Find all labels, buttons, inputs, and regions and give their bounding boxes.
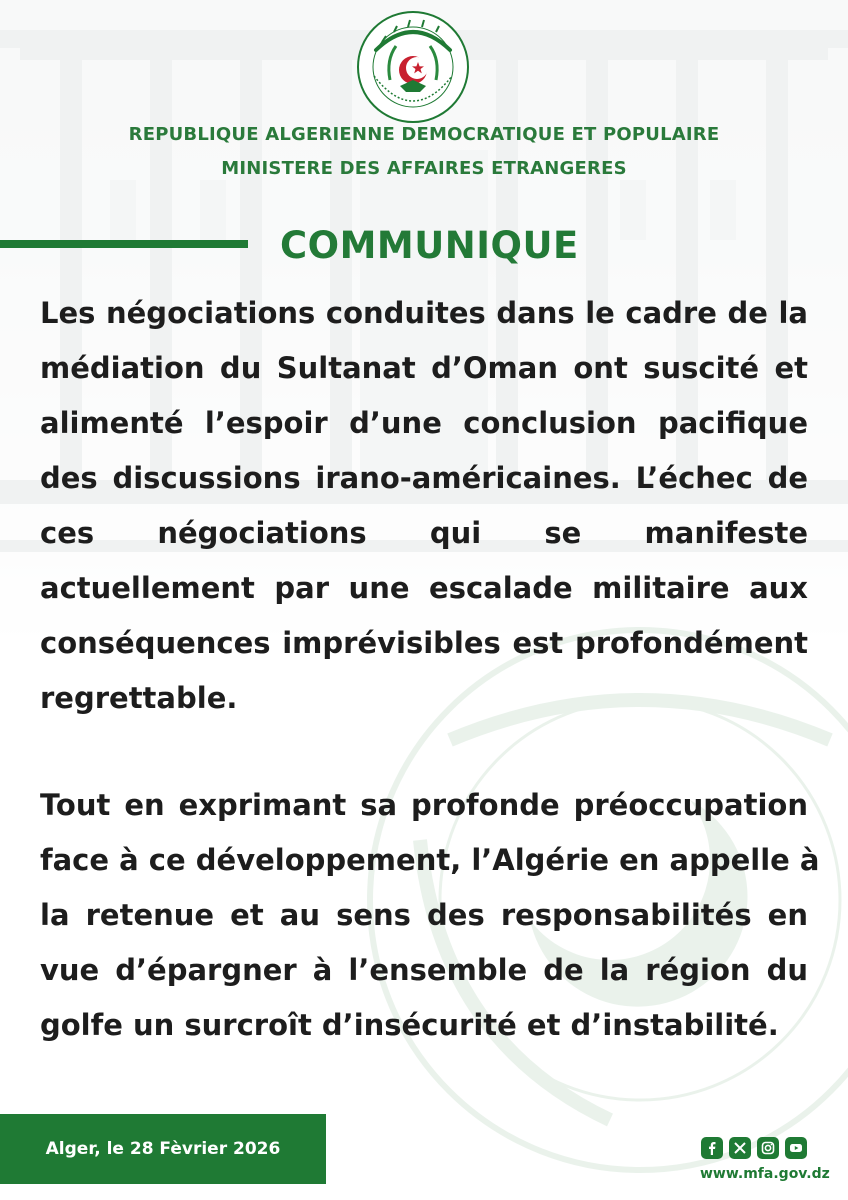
title-rule xyxy=(0,240,248,248)
paragraph-line: alimenté l’espoir d’une conclusion pacifique xyxy=(40,406,808,440)
date-text: Alger, le 28 Fèvrier 2026 xyxy=(45,1139,281,1159)
paragraph-line: ces négociations qui se manifeste xyxy=(40,516,808,550)
paragraph-2 xyxy=(40,778,820,1053)
paragraph-line: golfe un surcroît d’insécurité et d’instabilité. xyxy=(40,1008,779,1042)
ministry-title: MINISTERE DES AFFAIRES ETRANGERES xyxy=(221,158,627,179)
instagram-icon[interactable] xyxy=(757,1137,779,1159)
facebook-icon[interactable] xyxy=(701,1137,723,1159)
republic-title: REPUBLIQUE ALGERIENNE DEMOCRATIQUE ET POPULAIRE xyxy=(128,124,720,145)
date-banner xyxy=(0,1114,326,1184)
paragraph-line: regrettable. xyxy=(40,681,238,715)
website-link[interactable]: www.mfa.gov.dz xyxy=(700,1166,830,1182)
paragraph-line: des discussions irano-américaines. L’échec de xyxy=(40,461,808,495)
paragraph-line: la retenue et au sens des responsabilités en xyxy=(40,898,808,932)
paragraph-line: Tout en exprimant sa profonde préoccupation xyxy=(40,788,808,822)
paragraph-line: face à ce développement, l’Algérie en appelle à xyxy=(40,843,820,877)
paragraph-1 xyxy=(40,286,808,726)
paragraph-line: médiation du Sultanat d’Oman ont suscité et xyxy=(40,351,808,385)
paragraph-line: vue d’épargner à l’ensemble de la région du xyxy=(40,953,808,987)
x-icon[interactable] xyxy=(729,1137,751,1159)
paragraph-line: actuellement par une escalade militaire aux xyxy=(40,571,808,605)
social-links xyxy=(701,1137,807,1159)
ministry-emblem-icon xyxy=(356,10,470,124)
paragraph-line: Les négociations conduites dans le cadre de la xyxy=(40,296,808,330)
paragraph-line: conséquences imprévisibles est profondément xyxy=(40,626,808,660)
communique-title: COMMUNIQUE xyxy=(280,224,579,267)
youtube-icon[interactable] xyxy=(785,1137,807,1159)
